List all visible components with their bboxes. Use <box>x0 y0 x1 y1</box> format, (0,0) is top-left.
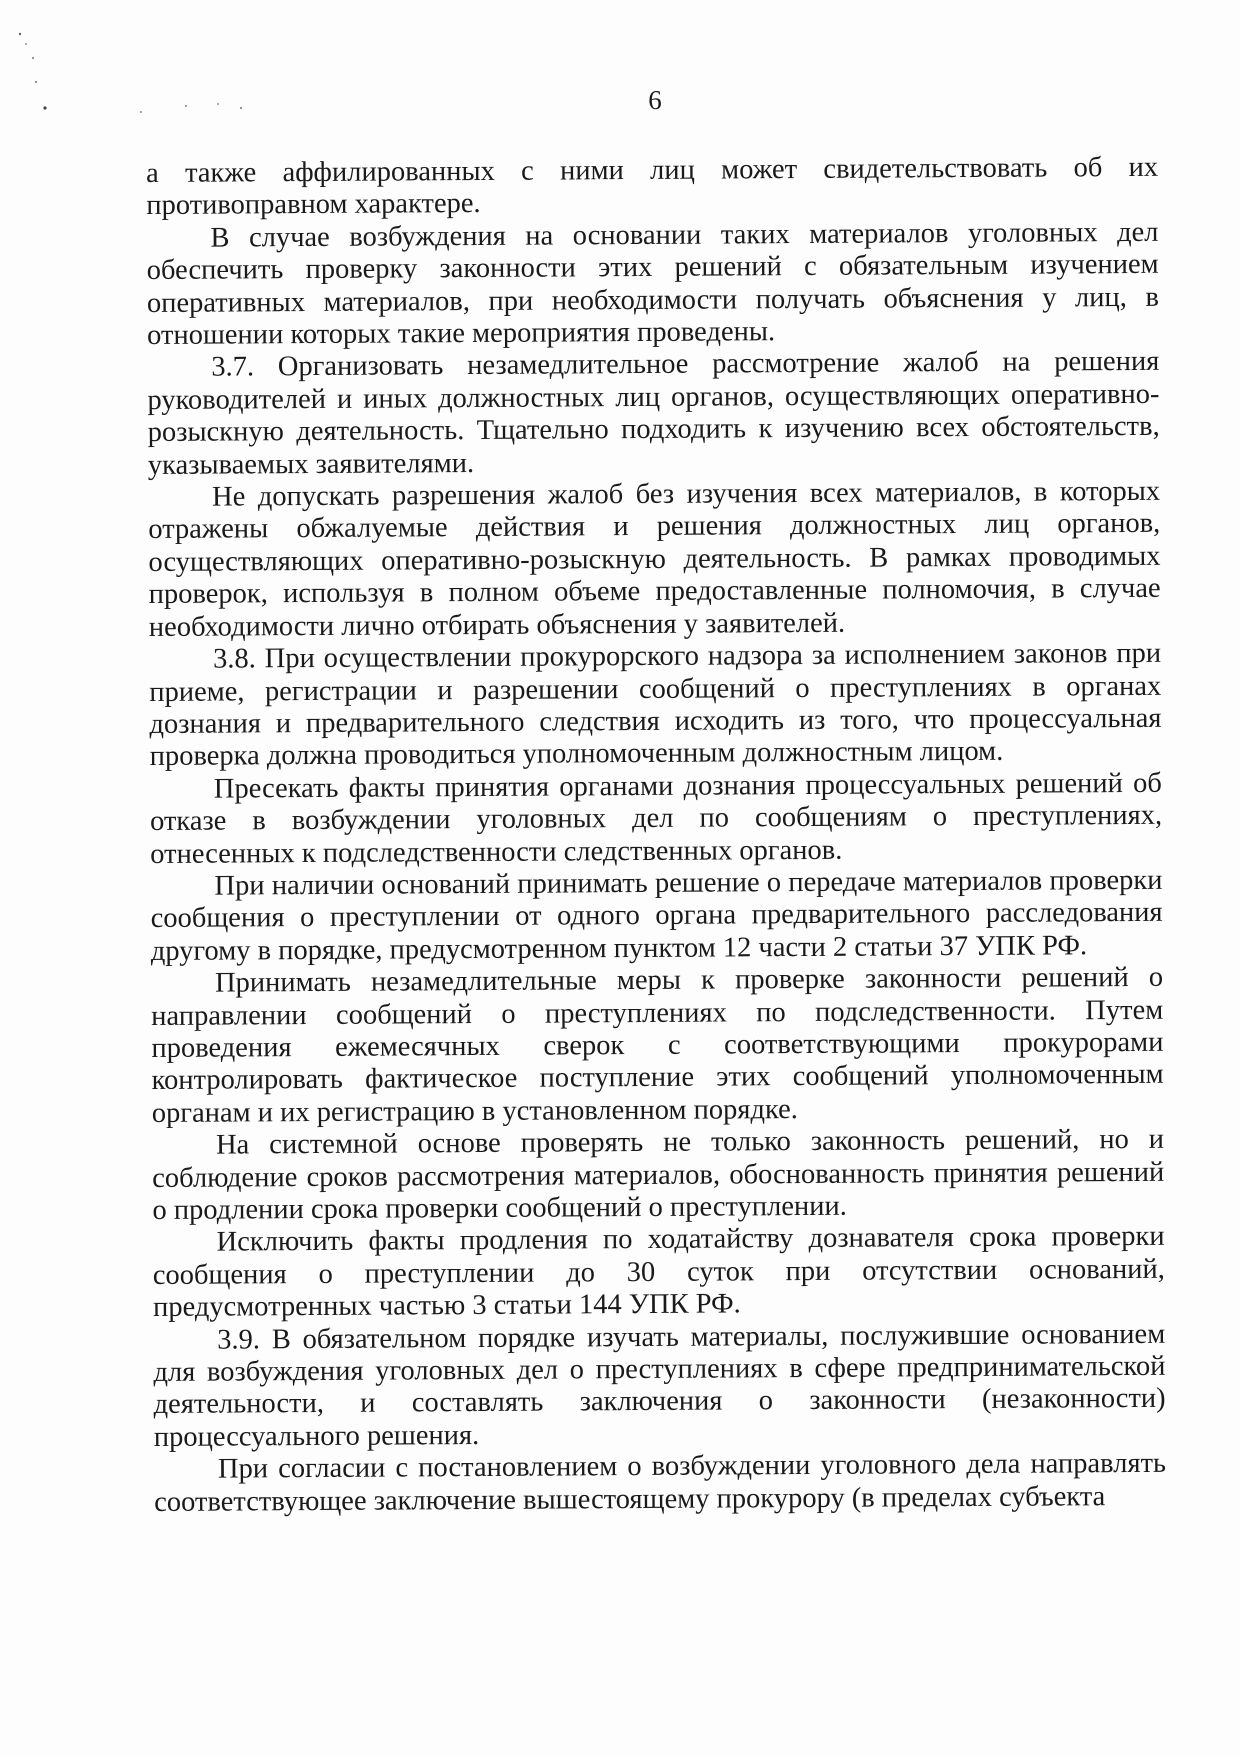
paragraph: При согласии с постановлением о возбуждении уголовного дела направлять соответствующее заключение вышестоящему прокурору (в пределах субъекта <box>154 1448 1167 1518</box>
paragraph: На системной основе проверять не только законность решений, но и соблюдение сроков рассмотрения материалов, обоснованность принятия решений о продлении срока проверки сообщений о преступлении. <box>152 1123 1165 1226</box>
paragraph: Исключить факты продления по ходатайству дознавателя срока проверки сообщения о преступлении до 30 суток при отсутствии оснований, предусмотренных частью 3 статьи 144 УПК РФ. <box>152 1221 1165 1324</box>
paragraph: Принимать незамедлительные меры к проверке законности решений о направлении сообщений о преступлениях по подследственности. Путем проведения ежемесячных сверок с соответствующими прокурорами контролировать фактическое поступление этих сообщений уполномоченным органам и их регистрацию в установленном порядке. <box>151 961 1164 1129</box>
paragraph: а также аффилированных с ними лиц может свидетельствовать об их противоправном характере. <box>146 151 1159 222</box>
paragraph: В случае возбуждения на основании таких материалов уголовных дел обеспечить проверку законности этих решений с обязательным изучением оперативных материалов, при необходимости получать объяснения у лиц, в отношении которых такие мероприятия проведены. <box>146 216 1159 352</box>
paragraph: При наличии оснований принимать решение о передаче материалов проверки сообщения о преступлении от одного органа предварительного расследования другому в порядке, предусмотренном пунктом 12 части 2 статьи 37 УПК РФ. <box>150 864 1163 967</box>
document-body <box>146 152 1166 1519</box>
page-number: 6 <box>648 85 662 115</box>
paragraph: 3.7. Организовать незамедлительное рассмотрение жалоб на решения руководителей и иных должностных лиц органов, осуществляющих оперативно-розыскную деятельность. Тщательно подходить к изучению всех обстоятельств, указываемых заявителями. <box>147 346 1160 481</box>
paragraph: Пресекать факты принятия органами дознания процессуальных решений об отказе в возбуждении уголовных дел по сообщениям о преступлениях, отнесенных к подследственности следственных органов. <box>149 767 1163 870</box>
paragraph: 3.8. При осуществлении прокурорского надзора за исполнением законов при приеме, регистрации и разрешении сообщений о преступлениях в органах дознания и предварительного следствия исходить из того, что процессуальная проверка должна проводиться уполномоченным должностным лицом. <box>149 637 1162 773</box>
paragraph: 3.9. В обязательном порядке изучать материалы, послужившие основанием для возбуждения уголовных дел о преступлениях в сфере предпринимательской деятельности, и составлять заключения о законности (незаконности) процессуального решения. <box>153 1318 1166 1453</box>
paragraph: Не допускать разрешения жалоб без изучения всех материалов, в которых отражены обжалуемые действия и решения должностных лиц органов, осуществляющих оперативно-розыскную деятельность. В рамках проводимых проверок, используя в полном объеме предоставленные полномочия, в случае необходимости лично отбирать объяснения у заявителей. <box>148 475 1161 643</box>
